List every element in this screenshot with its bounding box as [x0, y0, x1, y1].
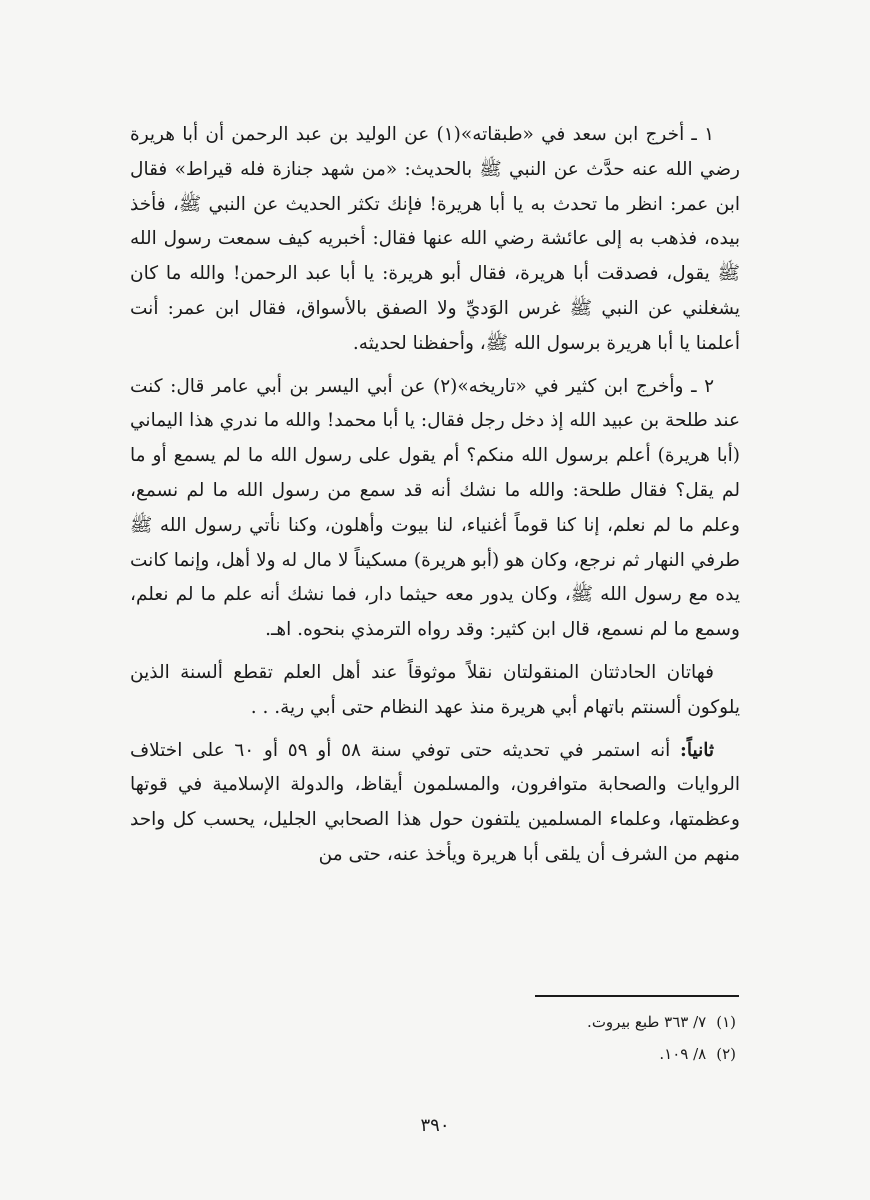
paragraph-1-text: ١ ـ أخرج ابن سعد في «طبقاته»(١) عن الوليد بن عبد الرحمن أن أبا هريرة رضي الله عنه حدَّث عن النبي ﷺ بالحديث: «من شهد جنازة فله قيراط» فقال ابن عمر: انظر ما تحدث به يا أبا هريرة! فإنك تكثر الحديث عن النبي ﷺ، فأخذ بيده، فذهب به إلى عائشة رضي الله عنها فقال: أخبريه كيف سمعت رسول الله ﷺ يقول، فصدقت أبا هريرة، فقال أبو هريرة: يا أبا عبد الرحمن! والله ما كان يشغلني عن النبي ﷺ غرس الوَديِّ ولا الصفق بالأسواق، فقال ابن عمر: أنت أعلمنا يا أبا هريرة برسول الله ﷺ، وأحفظنا لحديثه.	[130, 124, 740, 354]
footnotes	[336, 1006, 736, 1070]
paragraph-4-lead: ثانياً:	[680, 739, 714, 761]
paragraph-1	[130, 118, 740, 362]
paragraph-2-text: ٢ ـ وأخرج ابن كثير في «تاريخه»(٢) عن أبي اليسر بن أبي عامر قال: كنت عند طلحة بن عبيد الله إذ دخل رجل فقال: يا أبا محمد! والله ما ندري هذا اليماني (أبا هريرة) أعلم برسول الله منكم؟ أم يقول على رسول الله ما لم يسمع أو ما لم يقل؟ فقال طلحة: والله ما نشك أنه قد سمع من رسول الله ما لم نسمع، وعلم ما لم نعلم، إنا كنا قوماً أغنياء، لنا بيوت وأهلون، وكنا نأتي رسول الله ﷺ طرفي النهار ثم نرجع، وكان هو (أبو هريرة) مسكيناً لا مال له ولا أهل، وإنما كانت يده مع رسول الله ﷺ، وكان يدور معه حيثما دار، فما نشك أنه علم ما لم نعلم، وسمع ما لم نسمع، قال ابن كثير: وقد رواه الترمذي بنحوه. اهـ.	[130, 375, 740, 641]
footnote-separator	[535, 995, 739, 997]
paragraph-2	[130, 370, 740, 648]
paragraph-3-text: فهاتان الحادثتان المنقولتان نقلاً موثوقاً عند أهل العلم تقطع ألسنة الذين يلوكون ألسنتم باتهام أبي هريرة منذ عهد النظام حتى أبي رية. . .	[130, 661, 740, 718]
footnote-2-number: (٢)	[716, 1045, 736, 1063]
footnote-2-text: ٨/ ١٠٩.	[659, 1045, 707, 1063]
paragraph-4-text: أنه استمر في تحديثه حتى توفي سنة ٥٨ أو ٥٩ أو ٦٠ على اختلاف الروايات والصحابة متوافرون، والمسلمون أيقاظ، والدولة الإسلامية في قوتها وعظمتها، وعلماء المسلمين يلتفون حول هذا الصحابي الجليل، يحسب كل واحد منهم من الشرف أن يلقى أبا هريرة ويأخذ عنه، حتى من	[130, 739, 740, 865]
footnote-1-number: (١)	[716, 1013, 736, 1031]
paragraph-3	[130, 656, 740, 726]
paragraph-4	[130, 734, 740, 873]
page-number: ٣٩٠	[420, 1115, 450, 1136]
footnote-1	[336, 1006, 736, 1038]
main-text	[130, 118, 740, 873]
footnote-2	[336, 1038, 736, 1070]
footnote-1-text: ٧/ ٣٦٣ طبع بيروت.	[587, 1013, 707, 1031]
